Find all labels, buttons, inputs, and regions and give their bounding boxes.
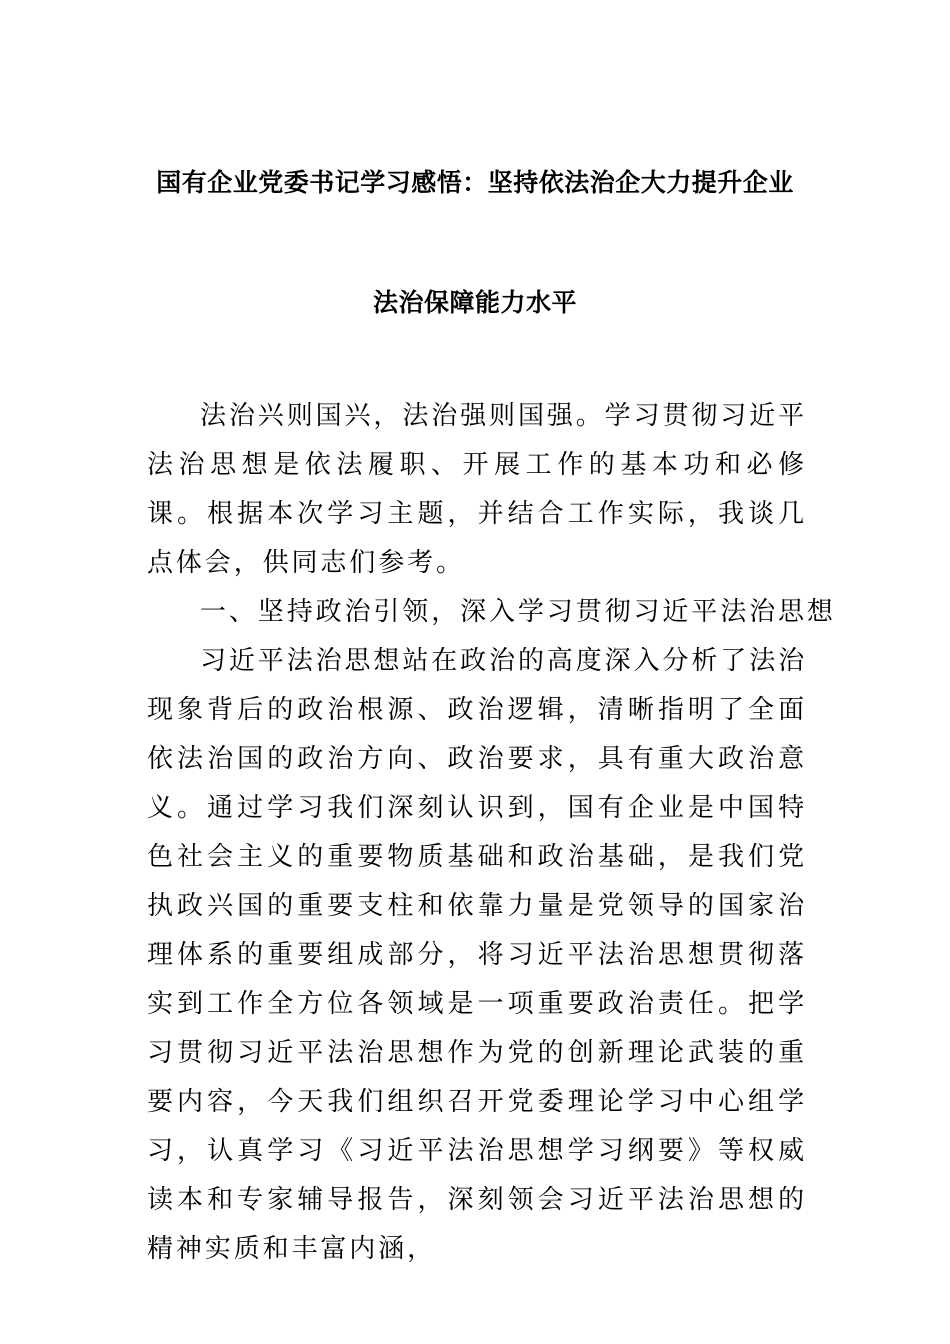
section-heading-1: 一、坚持政治引领，深入学习贯彻习近平法治思想 — [200, 597, 836, 627]
intro-paragraph: 法治兴则国兴，法治强则国强。学习贯彻习近平法治思想是依法履职、开展工作的基本功和必修课。根据本次学习主题，并结合工作实际，我谈几点体会，供同志们参考。 — [147, 401, 807, 578]
document-title-line-2: 法治保障能力水平 — [372, 288, 577, 317]
section-1-paragraph: 习近平法治思想站在政治的高度深入分析了法治现象背后的政治根源、政治逻辑，清晰指明了全面依法治国的政治方向、政治要求，具有重大政治意义。通过学习我们深刻认识到，国有企业是中国特色社会主义的重要物质基础和政治基础，是我们党执政兴国的重要支柱和依靠力量是党领导的国家治理体系的重要组成部分，将习近平法治思想贯彻落实到工作全方位各领域是一项重要政治责任。把学习贯彻习近平法治思想作为党的创新理论武装的重要内容，今天我们组织召开党委理论学习中心组学习，认真学习《习近平法治思想学习纲要》等权威读本和专家辅导报告，深刻领会习近平法治思想的精神实质和丰富内涵， — [147, 646, 807, 1264]
document-title-line-1: 国有企业党委书记学习感悟：坚持依法治企大力提升企业 — [156, 168, 794, 197]
